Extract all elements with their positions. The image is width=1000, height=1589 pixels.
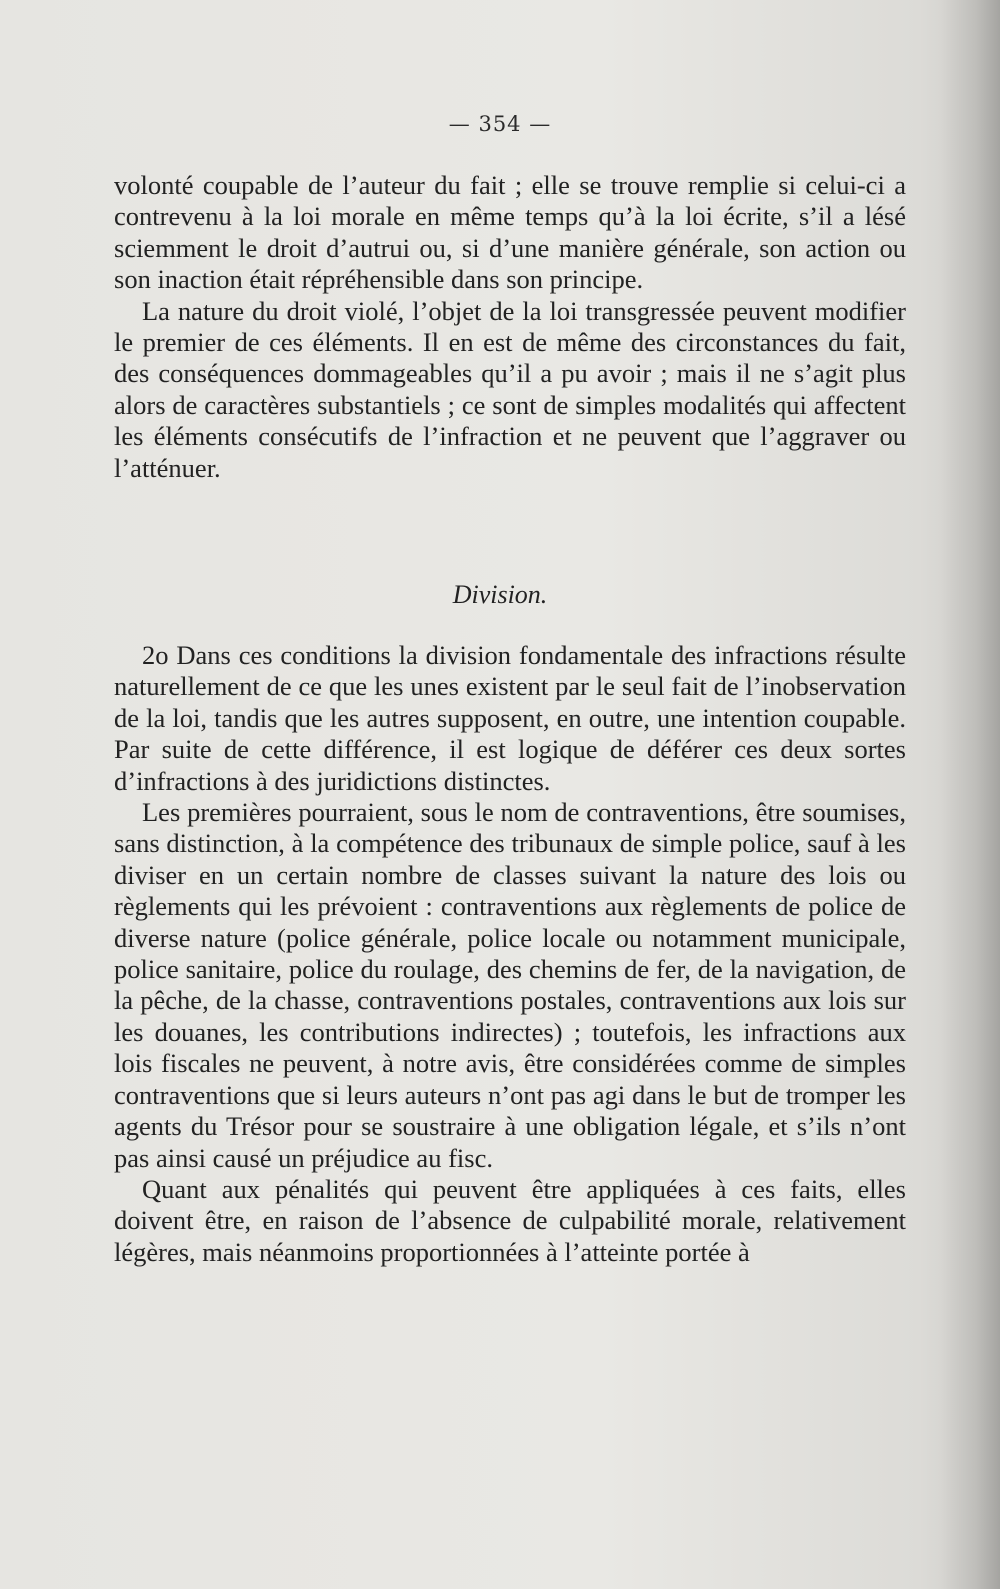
body-text-bottom — [114, 640, 906, 1268]
section-heading: Division. — [452, 580, 548, 609]
paragraph: Les premières pourraient, sous le nom de contraventions, être soumises, sans distinction, à la compétence des tribunaux de simple police, sauf à les diviser en un certain nombre de classes suivant la nature des lois ou règlements qui les prévoient : contraventions aux règlements de police de diverse nature (police générale, police locale ou notamment municipale, police sanitaire, police du roulage, des chemins de fer, de la navigation, de la pêche, de la chasse, contraventions postales, contraventions aux lois sur les douanes, les contributions indirectes) ; toutefois, les infractions aux lois fiscales ne peuvent, à notre avis, être considérées comme de simples contraventions que si leurs auteurs n’ont pas agi dans le but de tromper les agents du Trésor pour se soustraire à une obligation légale, et s’ils n’ont pas ainsi causé un préjudice au fisc. — [114, 797, 906, 1173]
page-number: — 354 — — [448, 112, 552, 136]
page-edge-shadow — [940, 0, 1000, 1589]
paragraph: 2o Dans ces conditions la division fondamentale des infractions résulte naturellement de ce que les unes existent par le seul fait de l’inobservation de la loi, tandis que les autres supposent, en outre, une intention coupable. Par suite de cette différence, il est logique de déférer ces deux sortes d’infractions à des juridictions distinctes. — [114, 640, 906, 796]
body-text-top — [114, 170, 906, 484]
paragraph: La nature du droit violé, l’objet de la loi transgressée peuvent modifier le premier de ces éléments. Il en est de même des circonstances du fait, des conséquences dommageables qu’il a pu avoir ; mais il ne s’agit plus alors de caractères substantiels ; ce sont de simples modalités qui affectent les éléments consécutifs de l’infraction et ne peuvent que l’aggraver ou l’atténuer. — [114, 295, 906, 483]
paragraph: volonté coupable de l’auteur du fait ; elle se trouve remplie si celui-ci a contrevenu à la loi morale en même temps qu’à la loi écrite, s’il a lésé sciemment le droit d’autrui ou, si d’une manière générale, son action ou son inaction était répréhensible dans son principe. — [114, 170, 906, 295]
paragraph: Quant aux pénalités qui peuvent être appliquées à ces faits, elles doivent être, en raison de l’absence de culpabilité morale, relativement légères, mais néanmoins proportionnées à l’atteinte portée à — [114, 1173, 906, 1267]
